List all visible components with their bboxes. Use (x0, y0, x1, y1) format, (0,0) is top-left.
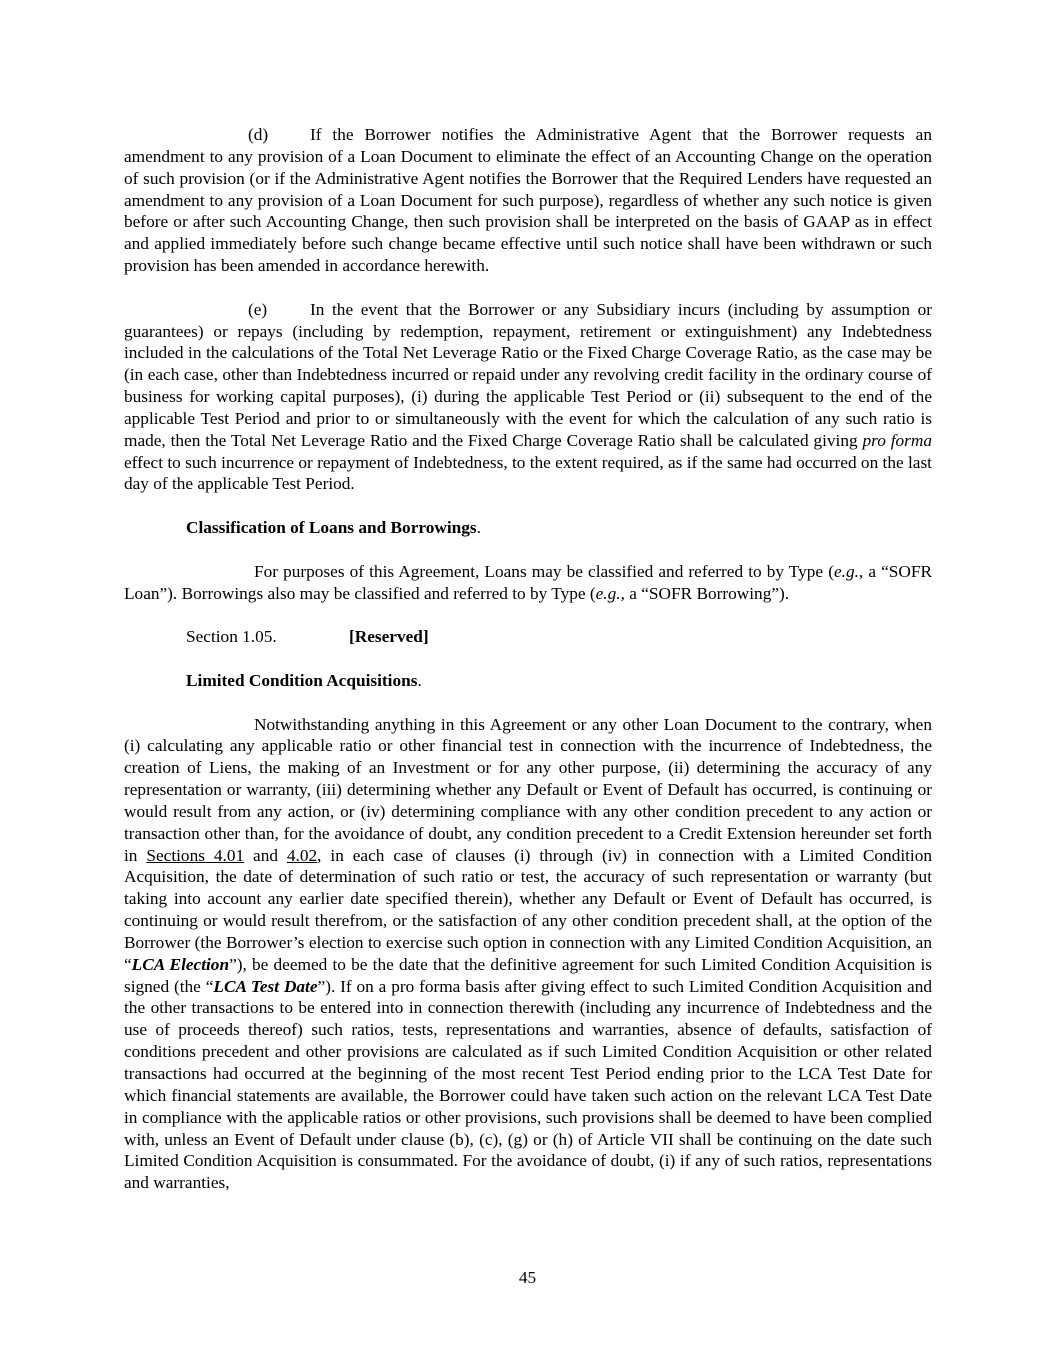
paragraph-d (124, 124, 932, 277)
lca-paragraph: Notwithstanding anything in this Agreement or any other Loan Document to the contrary, when (i) calculating any applicable ratio or other financial test in connection with the incurrence of Indebtedness, the creation of Liens, the making of an Investment or for any other purpose, (ii) determining the accuracy of any representation or warranty, (iii) determining whether any Default or Event of Default has occurred, is continuing or would result from any action, or (iv) determining compliance with any other condition precedent to any action or transaction other than, for the avoidance of doubt, any condition precedent to a Credit Extension hereunder set forth in Sections 4.01 and 4.02, in each case of clauses (i) through (iv) in connection with a Limited Condition Acquisition, the date of determination of such ratio or test, the accuracy of such representation or warranty (but taking into account any earlier date specified therein), whether any Default or Event of Default has occurred, is continuing or would result therefrom, or the satisfaction of any other condition precedent shall, at the option of the Borrower (the Borrower’s election to exercise such option in connection with any Limited Condition Acquisition, an “LCA Election”), be deemed to be the date that the definitive agreement for such Limited Condition Acquisition is signed (the “LCA Test Date”). If on a pro forma basis after giving effect to such Limited Condition Acquisition and the other transactions to be entered into in connection therewith (including any incurrence of Indebtedness and the use of proceeds thereof) such ratios, tests, representations and warranties, absence of defaults, satisfaction of conditions precedent and other provisions are calculated as if such Limited Condition Acquisition or other related transactions had occurred at the beginning of the most recent Test Period ending prior to the LCA Test Date for which financial statements are available, the Borrower could have taken such action on the relevant LCA Test Date in compliance with the applicable ratios or other provisions, such provisions shall be deemed to have been complied with, unless an Event of Default under clause (b), (c), (g) or (h) of Article VII shall be continuing on the date such Limited Condition Acquisition is consummated. For the avoidance of doubt, (i) if any of such ratios, representations and warranties, (124, 714, 933, 1193)
page-number: 45 (518, 1268, 537, 1287)
document-page (124, 124, 932, 1194)
cross-reference-4-02: 4.02 (286, 845, 318, 865)
section-title: [Reserved] (349, 627, 429, 647)
cross-reference-sections-4-01: Sections 4.01 (146, 845, 245, 865)
section-number: Section 1.05. (186, 627, 277, 647)
paragraph-e (124, 299, 932, 496)
paragraph-e-text: In the event that the Borrower or any Subsidiary incurs (including by assumption or guarantees) or repays (including by redemption, repayment, retirement or extinguishment) any Indebtedness included in the calculations of the Total Net Leverage Ratio or the Fixed Charge Coverage Ratio, as the case may be (in each case, other than Indebtedness incurred or repaid under any revolving credit facility in the ordinary course of business for working capital purposes), (i) during the applicable Test Period or (ii) subsequent to the end of the applicable Test Period and prior to or simultaneously with the event for which the calculation of any such ratio is made, then the Total Net Leverage Ratio and the Fixed Charge Coverage Ratio shall be calculated giving (124, 299, 932, 450)
paragraph-e-text-end: effect to such incurrence or repayment of Indebtedness, to the extent required, as if the same had occurred on the last day of the applicable Test Period. (124, 452, 932, 494)
classification-heading: Classification of Loans and Borrowings. (186, 518, 481, 538)
paragraph-e-label: (e) (248, 299, 268, 319)
classification-paragraph: For purposes of this Agreement, Loans may be classified and referred to by Type (e.g., a “SOFR Loan”). Borrowings also may be classified and referred to by Type (e.g., a “SOFR Borrowing”). (124, 561, 933, 603)
defined-term-lca-election: LCA Election (131, 954, 230, 974)
pro-forma-term: pro forma (862, 430, 933, 450)
lca-heading: Limited Condition Acquisitions. (186, 670, 422, 690)
section-1-05 (186, 626, 932, 648)
paragraph-d-label: (d) (248, 125, 269, 144)
defined-term-lca-test-date: LCA Test Date (213, 976, 318, 996)
eg-term: e.g. (833, 561, 859, 581)
eg-term: e.g., (595, 583, 625, 603)
paragraph-d-text: If the Borrower notifies the Administrative Agent that the Borrower requests an amendment to any provision of a Loan Document to eliminate the effect of an Accounting Change on the operation of such provision (or if the Administrative Agent notifies the Borrower that the Required Lenders have requested an amendment to any provision of a Loan Document for such purpose), regardless of whether any such notice is given before or after such Accounting Change, then such provision shall be interpreted on the basis of GAAP as in effect and applied immediately before such change became effective until such notice shall have been withdrawn or such provision has been amended in accordance herewith. (124, 125, 932, 276)
